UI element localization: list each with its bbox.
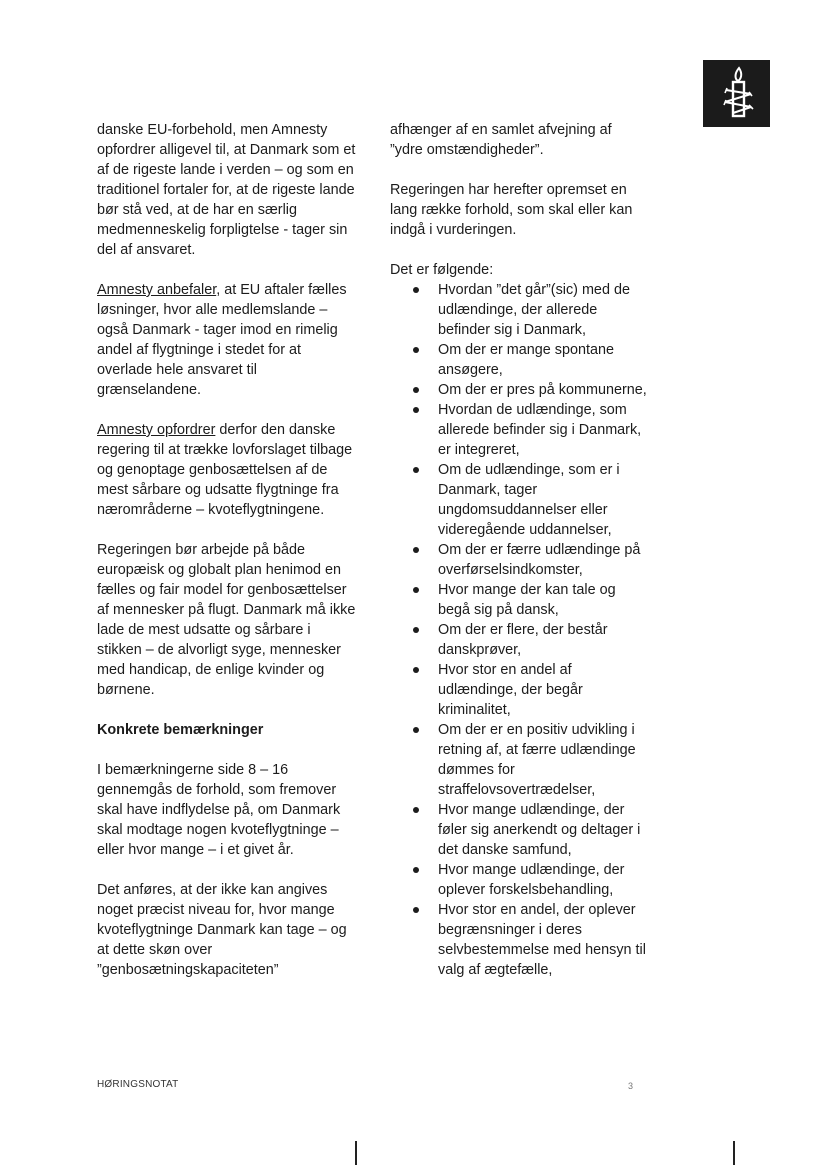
list-intro: Det er følgende:: [390, 262, 494, 278]
paragraph: danske EU-forbehold, men Amnesty opfordrer alligevel til, at Danmark som et af de rigeste lande i verden – og som en traditionel fortaler for, at de rigeste lande bør stå ved, at de har en særlig medmenneskelig forpligtelse - tager sin del af ansvaret.: [97, 122, 356, 258]
left-column: [97, 120, 357, 1000]
paragraph-text: derfor den danske regering til at trække lovforslaget tilbage og genoptage genbosættelsen af de mest sårbare og udsatte flygtninge fra nærområderne – kvoteflygtningene.: [97, 422, 353, 518]
bullet-icon: [413, 907, 419, 913]
scan-mark: [355, 1141, 357, 1165]
paragraph: Regeringen bør arbejde på både europæisk og globalt plan henimod en fælles og fair model for genbosættelser af mennesker på flugt. Danmark må ikke lade de mest udsatte og sårbare i stikken – de alvorligt syge, mennesker med handicap, de enlige kvinder og børnene.: [97, 542, 356, 698]
list-item: Om de udlændinge, som er i Danmark, tager ungdomsuddannelser eller videregående uddannelser,: [390, 460, 648, 540]
list-item: Hvordan de udlændinge, som allerede befinder sig i Danmark, er integreret,: [390, 400, 648, 460]
list-item: Om der er flere, der består danskprøver,: [390, 620, 648, 660]
underlined-lead: Amnesty anbefaler: [97, 282, 217, 298]
section-heading: Konkrete bemærkninger: [97, 722, 264, 738]
criteria-list: [390, 280, 648, 980]
list-item: Om der er mange spontane ansøgere,: [390, 340, 648, 380]
footer-label: HØRINGSNOTAT: [97, 1079, 179, 1090]
bullet-icon: [413, 347, 419, 353]
list-item: Om der er færre udlændinge på overførselsindkomster,: [390, 540, 648, 580]
paragraph: [97, 420, 357, 520]
paragraph-text: , at EU aftaler fælles løsninger, hvor alle medlemslande – også Danmark - tager imod en rimelig andel af flygtninge i stedet for at overlade hele ansvaret til grænselandene.: [97, 282, 347, 398]
paragraph: afhænger af en samlet afvejning af ”ydre omstændigheder”.: [390, 122, 612, 158]
bullet-icon: [413, 467, 419, 473]
list-item: Hvor mange udlændinge, der føler sig anerkendt og deltager i det danske samfund,: [390, 800, 648, 860]
underlined-lead: Amnesty opfordrer: [97, 422, 216, 438]
bullet-icon: [413, 867, 419, 873]
bullet-icon: [413, 587, 419, 593]
list-item: Hvordan ”det går”(sic) med de udlændinge, der allerede befinder sig i Danmark,: [390, 280, 648, 340]
page-number: 3: [628, 1081, 634, 1091]
bullet-icon: [413, 627, 419, 633]
list-item: Om der er en positiv udvikling i retning af, at færre udlændinge dømmes for straffelovsovertrædelser,: [390, 720, 648, 800]
right-column: [390, 120, 648, 980]
scan-mark: [733, 1141, 735, 1165]
paragraph: [97, 280, 357, 400]
bullet-icon: [413, 547, 419, 553]
list-item: Hvor mange der kan tale og begå sig på dansk,: [390, 580, 648, 620]
list-item: Hvor stor en andel af udlændinge, der begår kriminalitet,: [390, 660, 648, 720]
amnesty-logo: [703, 60, 770, 127]
candle-barbed-wire-icon: [703, 60, 770, 127]
paragraph: Det anføres, at der ikke kan angives noget præcist niveau for, hvor mange kvoteflygtninge Danmark kan tage – og at dette skøn over ”genbosætningskapaciteten”: [97, 882, 347, 978]
bullet-icon: [413, 727, 419, 733]
list-item: Om der er pres på kommunerne,: [390, 380, 648, 400]
bullet-icon: [413, 407, 419, 413]
list-item: Hvor stor en andel, der oplever begrænsninger i deres selvbestemmelse med hensyn til valg af ægtefælle,: [390, 900, 648, 980]
bullet-icon: [413, 667, 419, 673]
paragraph: Regeringen har herefter opremset en lang række forhold, som skal eller kan indgå i vurderingen.: [390, 182, 633, 238]
bullet-icon: [413, 287, 419, 293]
bullet-icon: [413, 387, 419, 393]
list-item: Hvor mange udlændinge, der oplever forskelsbehandling,: [390, 860, 648, 900]
paragraph: I bemærkningerne side 8 – 16 gennemgås de forhold, som fremover skal have indflydelse på, om Danmark skal modtage nogen kvoteflygtninge – eller hvor mange – i et givet år.: [97, 762, 341, 858]
bullet-icon: [413, 807, 419, 813]
